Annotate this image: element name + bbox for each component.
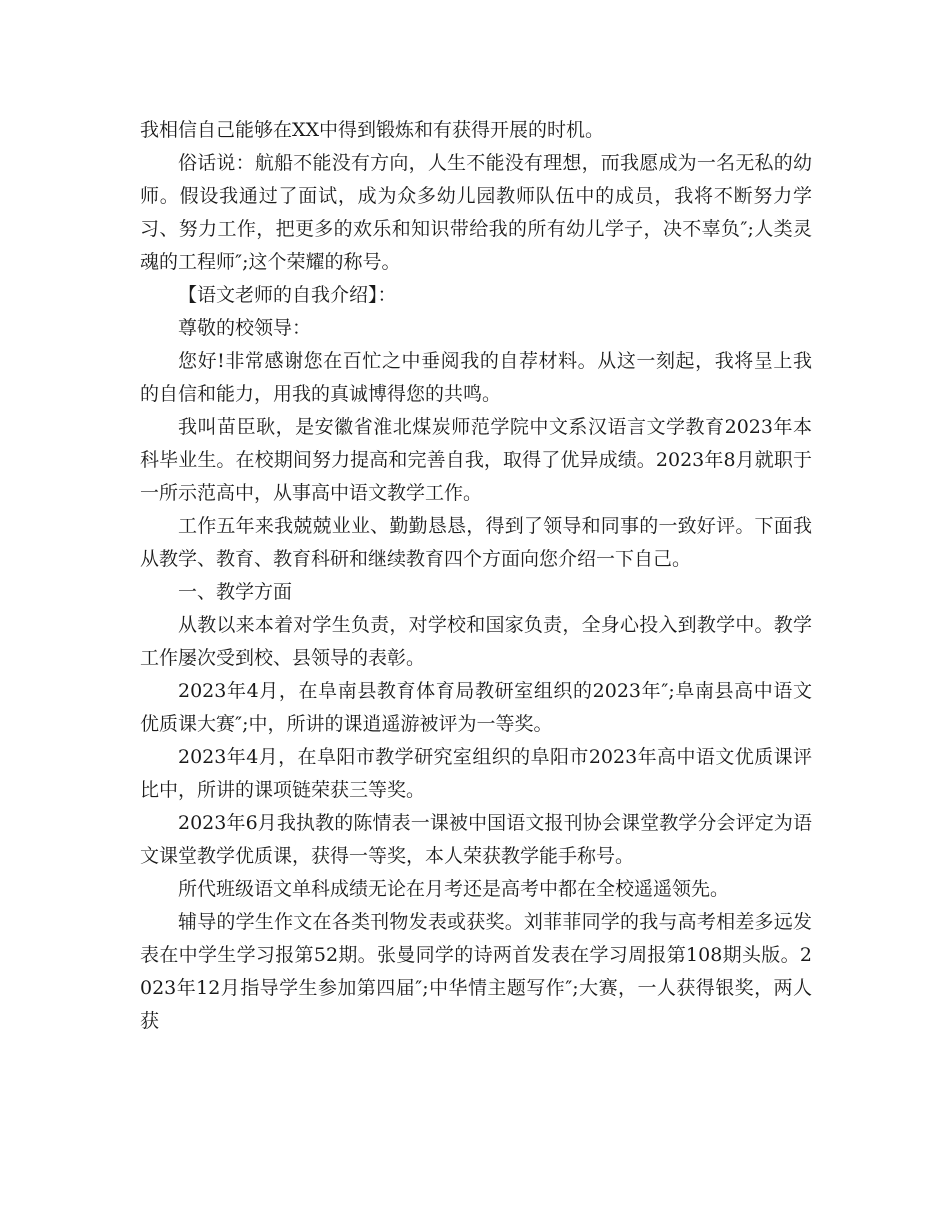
- paragraph-1: 我相信自己能够在XX中得到锻炼和有获得开展的时机。: [140, 119, 605, 141]
- paragraph-award-2: 2023年4月，在阜阳市教学研究室组织的阜阳市2023年高中语文优质课评比中，所讲的课项链荣获三等奖。: [140, 746, 812, 801]
- section-heading: 【语文老师的自我介绍】：: [178, 284, 397, 306]
- paragraph-greeting: 您好!非常感谢您在百忙之中垂阅我的自荐材料。从这一刻起，我将呈上我的自信和能力，用我的真诚博得您的共鸣。: [140, 350, 812, 405]
- paragraph-student-works: 辅导的学生作文在各类刊物发表或获奖。刘菲菲同学的我与高考相差多远发表在中学生学习报第52期。张曼同学的诗两首发表在学习周报第108期头版。2023年12月指导学生参加第四届″;中华情主题写作″;大赛，一人获得银奖，两人获: [140, 911, 812, 1032]
- paragraph-award-3: 2023年6月我执教的陈情表一课被中国语文报刊协会课堂教学分会评定为语文课堂教学优质课，获得一等奖，本人荣获教学能手称号。: [140, 812, 812, 867]
- paragraph-award-1: 2023年4月，在阜南县教育体育局教研室组织的2023年″;阜南县高中语文优质课大赛″;中，所讲的课逍遥游被评为一等奖。: [140, 680, 812, 735]
- paragraph-teaching: 从教以来本着对学生负责，对学校和国家负责，全身心投入到教学中。教学工作屡次受到校、县领导的表彰。: [140, 614, 812, 669]
- paragraph-introduction: 我叫苗臣耿，是安徽省淮北煤炭师范学院中文系汉语言文学教育2023年本科毕业生。在校期间努力提高和完善自我，取得了优异成绩。2023年8月就职于一所示范高中，从事高中语文教学工作。: [140, 416, 812, 504]
- paragraph-results: 所代班级语文单科成绩无论在月考还是高考中都在全校遥遥领先。: [178, 878, 730, 900]
- salutation: 尊敬的校领导：: [178, 317, 312, 339]
- paragraph-2: 俗话说：航船不能没有方向，人生不能没有理想，而我愿成为一名无私的幼师。假设我通过了面试，成为众多幼儿园教师队伍中的成员，我将不断努力学习、努力工作，把更多的欢乐和知识带给我的所有幼儿学子，决不辜负″;人类灵魂的工程师″;这个荣耀的称号。: [140, 152, 812, 273]
- paragraph-overview: 工作五年来我兢兢业业、勤勤恳恳，得到了领导和同事的一致好评。下面我从教学、教育、教育科研和继续教育四个方面向您介绍一下自己。: [140, 515, 812, 570]
- subsection-heading: 一、教学方面: [178, 581, 293, 603]
- document-body: [140, 114, 812, 1038]
